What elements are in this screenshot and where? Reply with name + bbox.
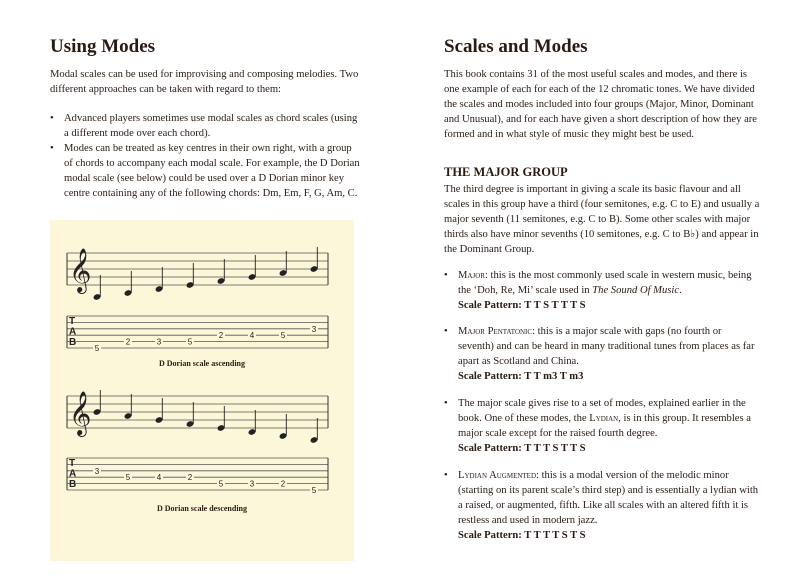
scale-name: Lydian Augmented xyxy=(458,470,537,481)
list-item: • Advanced players sometimes use modal scales as chord scales (using a different mode over each chord). xyxy=(50,111,360,141)
tab-label: A xyxy=(69,468,77,480)
scale-pattern: Scale Pattern: T T S T T T S xyxy=(458,300,586,311)
scale-item-lydian-augmented xyxy=(444,468,760,543)
scale-description: The major scale gives rise to a set of modes, explained earlier in the book. One of these modes, the xyxy=(458,398,746,424)
scale-description: : this is a major scale with gaps (no fourth or seventh) and can be heard in many traditional tunes from places as far apart as Scotland and China. xyxy=(458,326,755,367)
section-heading-major-group: THE MAJOR GROUP xyxy=(444,165,568,179)
scale-name: Major Pentatonic xyxy=(458,326,533,337)
notation-panel xyxy=(50,220,354,561)
treble-clef-icon: 𝄞 xyxy=(69,248,92,292)
caption-ascending: D Dorian scale ascending xyxy=(159,359,245,368)
intro-paragraph: This book contains 31 of the most useful scales and modes, and there is one example of each for each of the 12 chromatic tones. We have divided the scales and modes included into four groups (Major, Minor, Dominant and Unusual), and for each have given a short description of how they are formed and in what style of music they might best be used. xyxy=(444,69,757,140)
list-item xyxy=(444,468,760,543)
treble-clef-icon: 𝄞 xyxy=(69,391,92,435)
film-title: The Sound Of Music xyxy=(592,285,680,296)
fret-number: 3 xyxy=(249,479,255,489)
tab-label: T xyxy=(69,458,76,469)
scale-description: : this is a modal version of the melodic minor (starting on its parent scale’s third step) and is essentially a lydian with a raised, or augmented, fifth. Like all scales with an altered fifth it is restless and used in modern jazz. xyxy=(458,470,759,526)
staff-descending xyxy=(67,390,328,495)
fret-number: 2 xyxy=(125,337,131,347)
scale-description: : this is the most commonly used scale in western music, being the ‘Doh, Re, Mi’ scale used in xyxy=(458,270,752,296)
fret-number: 2 xyxy=(280,479,286,489)
scale-pattern: Scale Pattern: T T T T S T S xyxy=(458,530,586,541)
fret-number: 5 xyxy=(187,337,193,347)
scale-item-lydian xyxy=(444,396,760,456)
tab-label: T xyxy=(69,316,76,327)
fret-number: 3 xyxy=(94,466,100,476)
scale-name: Lydian xyxy=(589,413,619,424)
page-title-scales-and-modes: Scales and Modes xyxy=(444,36,588,57)
caption-descending: D Dorian scale descending xyxy=(157,504,247,513)
scale-item-major xyxy=(444,268,760,313)
list-item: • Modes can be treated as key centres in their own right, with a group of chords to accompany each modal scale. For example, the D Dorian modal scale (see below) could be used over a D Dorian minor key centre containing any of the following chords: Dm, Em, F, G, Am, C. xyxy=(50,141,360,201)
fret-number: 5 xyxy=(311,486,317,495)
scale-description-end: , is in this group. It resembles a major scale except for the raised fourth degree. xyxy=(458,413,751,439)
scale-pattern: Scale Pattern: T T m3 T m3 xyxy=(458,371,584,382)
staff-ascending xyxy=(67,247,328,353)
fret-number: 3 xyxy=(311,324,317,334)
tab-label: B xyxy=(69,337,77,348)
scale-description-end: . xyxy=(679,285,682,296)
list-item xyxy=(444,324,760,384)
intro-paragraph: Modal scales can be used for improvising and composing melodies. Two different approaches can be taken with regard to them: xyxy=(50,69,359,95)
page-title-using-modes: Using Modes xyxy=(50,36,156,57)
list-item xyxy=(444,268,760,313)
fret-number: 5 xyxy=(280,331,286,341)
approach-list xyxy=(50,111,360,201)
tab-label: B xyxy=(69,479,77,490)
scale-name: Major xyxy=(458,270,485,281)
fret-number: 5 xyxy=(125,473,131,483)
fret-number: 4 xyxy=(156,473,162,483)
scale-item-major-pentatonic xyxy=(444,324,760,384)
fret-number: 5 xyxy=(218,479,224,489)
fret-number: 4 xyxy=(249,331,255,341)
fret-number: 2 xyxy=(218,331,224,341)
fret-number: 5 xyxy=(94,344,100,353)
fret-number: 2 xyxy=(187,473,193,483)
tab-label: A xyxy=(69,326,77,338)
scale-pattern: Scale Pattern: T T T S T T S xyxy=(458,443,586,454)
list-item xyxy=(444,396,760,456)
group-intro-paragraph: The third degree is important in giving a scale its basic flavour and all scales in this group have a third (four semitones, e.g. C to E) and usually a major seventh (11 semitones, e.g. C to B). Some other scales with major thirds also have minor sevenths (10 semitones, e.g. C to B♭) and appear in the Dominant Group. xyxy=(444,184,760,255)
fret-number: 3 xyxy=(156,337,162,347)
